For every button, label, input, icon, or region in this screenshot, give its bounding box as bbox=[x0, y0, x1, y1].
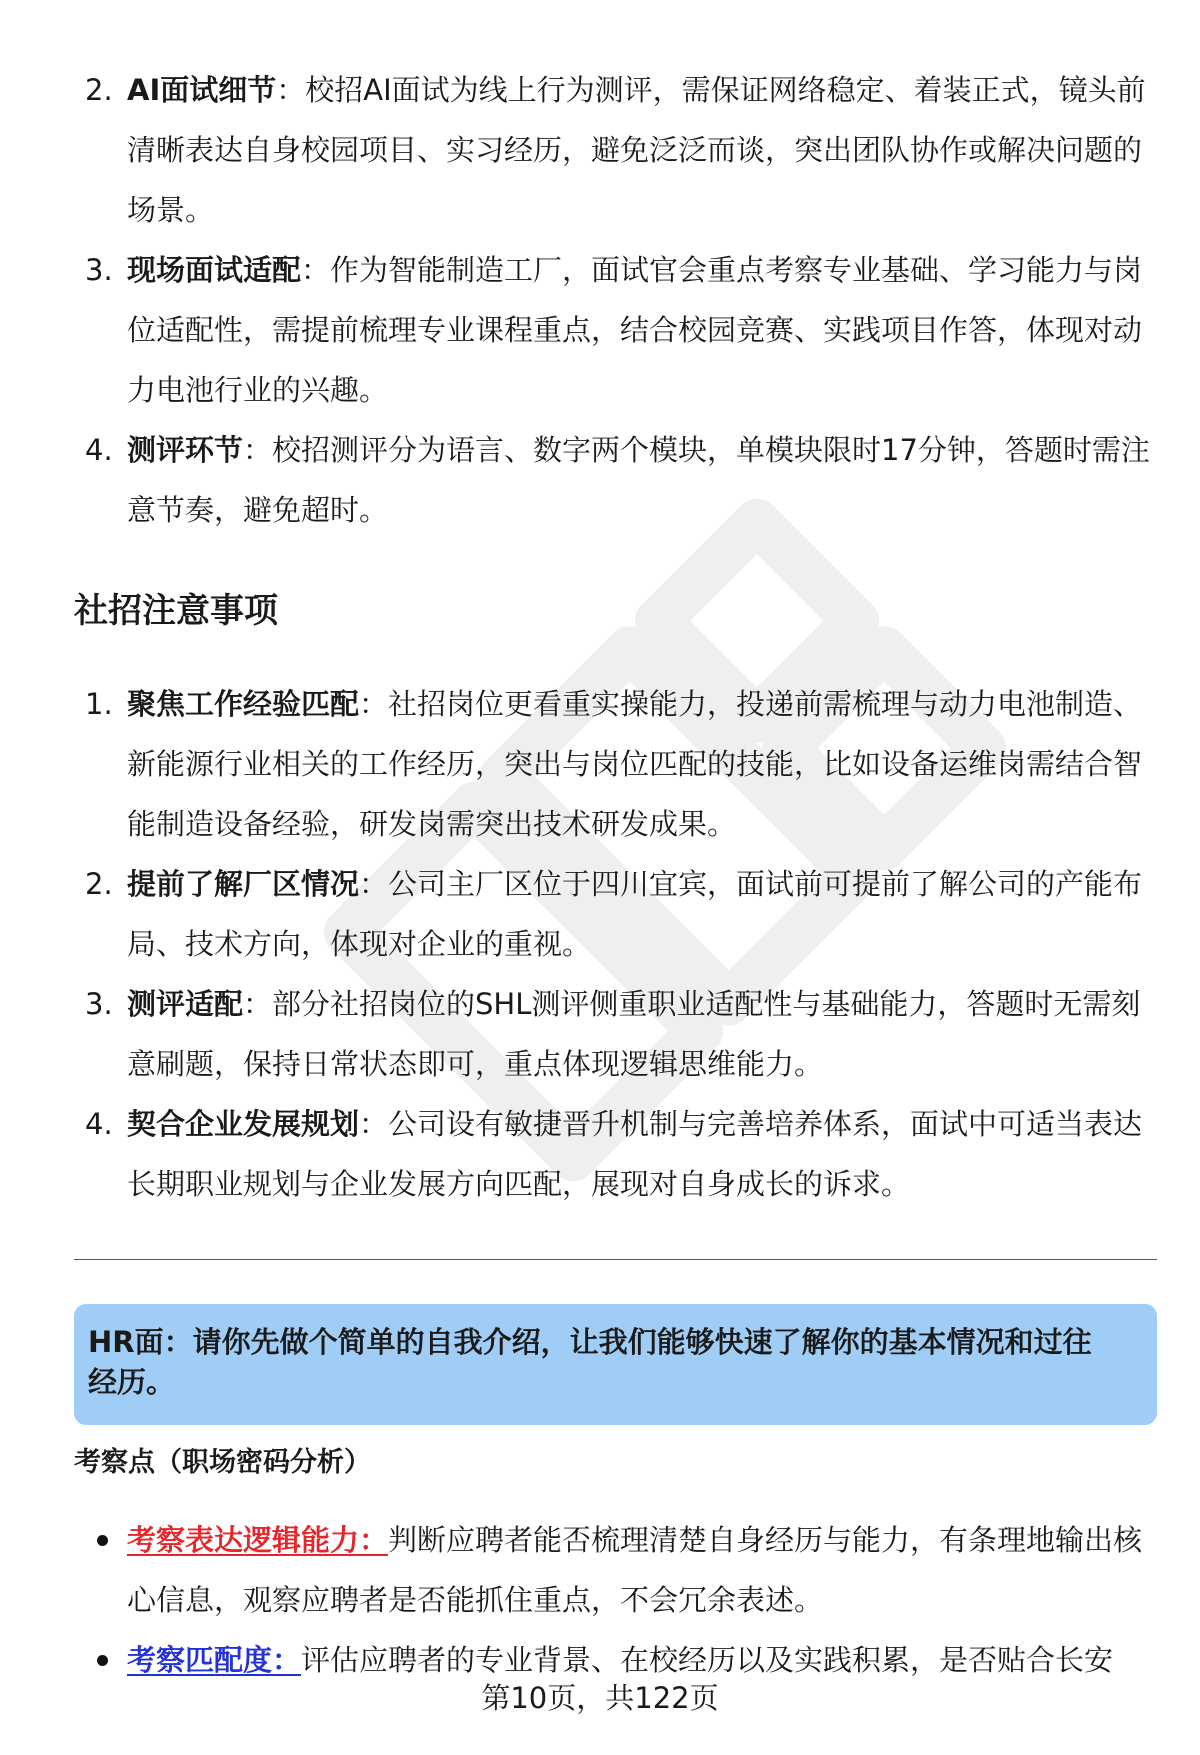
list-item bbox=[0, 974, 1200, 1094]
question-box bbox=[74, 1304, 1157, 1425]
item-title: 测评适配 bbox=[127, 987, 244, 1021]
list-item bbox=[0, 240, 1200, 420]
item-number: 4. bbox=[85, 433, 113, 467]
item-text: ：公司设有敏捷晋升机制与完善培养体系，面试中可适当表达长期职业规划与企业发展方向匹配，展现对自身成长的诉求。 bbox=[127, 1107, 1143, 1201]
item-title: 提前了解厂区情况 bbox=[127, 867, 360, 901]
item-text: ：部分社招岗位的SHL测评侧重职业适配性与基础能力，答题时无需刻意刷题，保持日常状态即可，重点体现逻辑思维能力。 bbox=[127, 987, 1141, 1081]
item-number: 1. bbox=[85, 687, 113, 721]
point-text: 评估应聘者的专业背景、在校经历以及实践积累，是否贴合长安 bbox=[301, 1643, 1114, 1677]
item-title: AI面试细节 bbox=[127, 73, 277, 107]
section-heading: 社招注意事项 bbox=[74, 591, 278, 631]
list-item bbox=[0, 674, 1200, 854]
item-text: ：社招岗位更看重实操能力，投递前需梳理与动力电池制造、新能源行业相关的工作经历，突出与岗位匹配的技能，比如设备运维岗需结合智能制造设备经验，研发岗需突出技术研发成果。 bbox=[127, 687, 1143, 841]
campus-notes-list bbox=[0, 60, 1200, 540]
list-item bbox=[0, 854, 1200, 974]
item-title: 现场面试适配 bbox=[127, 253, 302, 287]
list-item bbox=[0, 420, 1200, 540]
item-title: 契合企业发展规划 bbox=[127, 1107, 360, 1141]
point-text: 判断应聘者能否梳理清楚自身经历与能力，有条理地输出核心信息，观察应聘者是否能抓住重点，不会冗余表述。 bbox=[127, 1523, 1143, 1617]
analysis-points-list bbox=[0, 1510, 1200, 1690]
item-number: 3. bbox=[85, 987, 113, 1021]
bullet-dot-icon bbox=[97, 1655, 108, 1666]
item-number: 2. bbox=[85, 73, 113, 107]
page-number: 第10页，共122页 bbox=[481, 1681, 719, 1715]
item-text: ：校招AI面试为线上行为测评，需保证网络稳定、着装正式，镜头前清晰表达自身校园项目、实习经历，避免泛泛而谈，突出团队协作或解决问题的场景。 bbox=[127, 73, 1146, 227]
analysis-heading: 考察点（职场密码分析） bbox=[74, 1447, 371, 1478]
item-text: ：公司主厂区位于四川宜宾，面试前可提前了解公司的产能布局、技术方向，体现对企业的重视。 bbox=[127, 867, 1143, 961]
item-text: ：校招测评分为语言、数字两个模块，单模块限时17分钟，答题时需注意节奏，避免超时。 bbox=[127, 433, 1150, 527]
list-item bbox=[0, 1094, 1200, 1214]
list-item bbox=[0, 60, 1200, 240]
bullet-dot-icon bbox=[97, 1535, 108, 1546]
question-text: HR面：请你先做个简单的自我介绍，让我们能够快速了解你的基本情况和过往经历。 bbox=[88, 1325, 1092, 1399]
list-item bbox=[0, 1510, 1200, 1630]
point-label: 考察表达逻辑能力： bbox=[127, 1523, 389, 1557]
divider bbox=[74, 1259, 1157, 1260]
item-number: 3. bbox=[85, 253, 113, 287]
item-number: 2. bbox=[85, 867, 113, 901]
item-title: 测评环节 bbox=[127, 433, 244, 467]
item-number: 4. bbox=[85, 1107, 113, 1141]
social-notes-list bbox=[0, 674, 1200, 1214]
point-label: 考察匹配度： bbox=[127, 1643, 302, 1677]
item-text: ：作为智能制造工厂，面试官会重点考察专业基础、学习能力与岗位适配性，需提前梳理专业课程重点，结合校园竞赛、实践项目作答，体现对动力电池行业的兴趣。 bbox=[127, 253, 1143, 407]
item-title: 聚焦工作经验匹配 bbox=[127, 687, 360, 721]
